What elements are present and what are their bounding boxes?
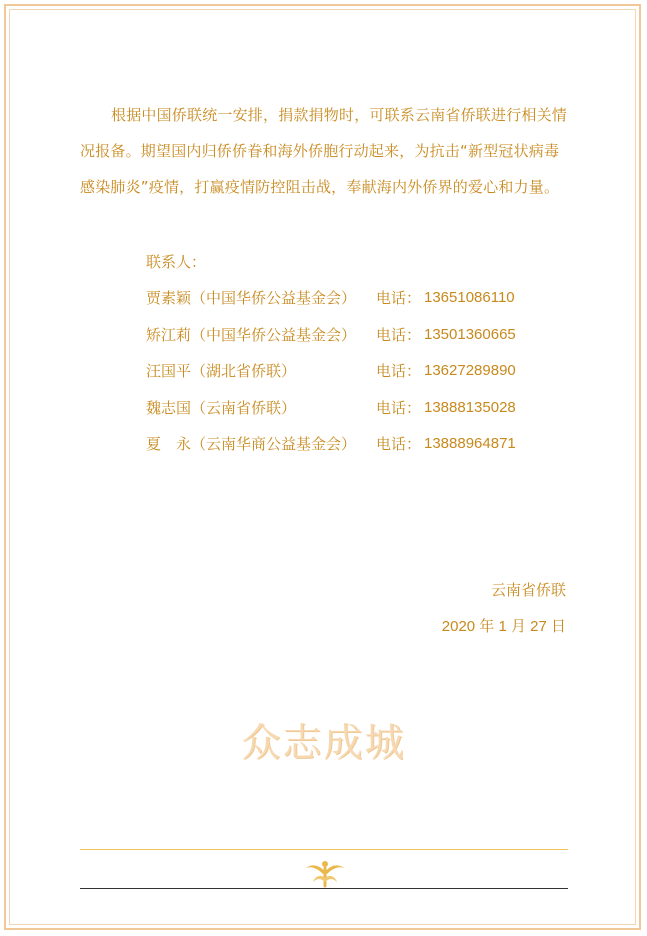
contact-list <box>146 286 566 469</box>
phone-number: 13888964871 <box>424 435 516 452</box>
phone-label: 电话： <box>376 435 422 453</box>
phone-number: 13888135028 <box>424 398 516 416</box>
contact-name: 贾素颖（中国华侨公益基金会） <box>146 289 357 307</box>
contact-row <box>146 396 566 433</box>
contact-row <box>146 359 566 396</box>
footer-gold-divider <box>80 849 568 850</box>
contact-row <box>146 323 566 360</box>
contact-row <box>146 286 566 323</box>
contact-name: 夏 永（云南华商公益基金会） <box>146 435 357 453</box>
phone-number: 13651086110 <box>424 289 515 306</box>
phone-label: 电话： <box>376 362 422 380</box>
slogan-watermark: 众志成城 <box>241 721 406 766</box>
gold-plant-emblem-icon <box>303 856 347 888</box>
phone-number: 13627289890 <box>424 362 516 379</box>
contact-name: 魏志国（云南省侨联） <box>146 398 297 417</box>
signing-organization: 云南省侨联 <box>490 581 566 599</box>
contact-label: 联系人： <box>146 253 207 271</box>
contact-name: 汪国平（湖北省侨联） <box>146 362 297 380</box>
phone-label: 电话： <box>376 289 422 307</box>
contact-name: 矫江莉（中国华侨公益基金会） <box>146 325 357 344</box>
notice-paragraph: 根据中国侨联统一安排，捐款捐物时，可联系云南省侨联进行相关情况报备。期望国内归侨侨眷和海外侨胞行动起来，为抗击“新型冠状病毒感染肺炎”疫情，打赢疫情防控阻击战，奉献海内外侨界的爱心和力量。 <box>80 106 568 196</box>
phone-number: 13501360665 <box>424 325 516 343</box>
phone-label: 电话： <box>376 398 422 417</box>
contact-row <box>146 432 566 469</box>
phone-label: 电话： <box>376 325 422 344</box>
signing-date: 2020 年 1 月 27 日 <box>441 618 566 635</box>
footer-dark-divider <box>80 888 568 889</box>
